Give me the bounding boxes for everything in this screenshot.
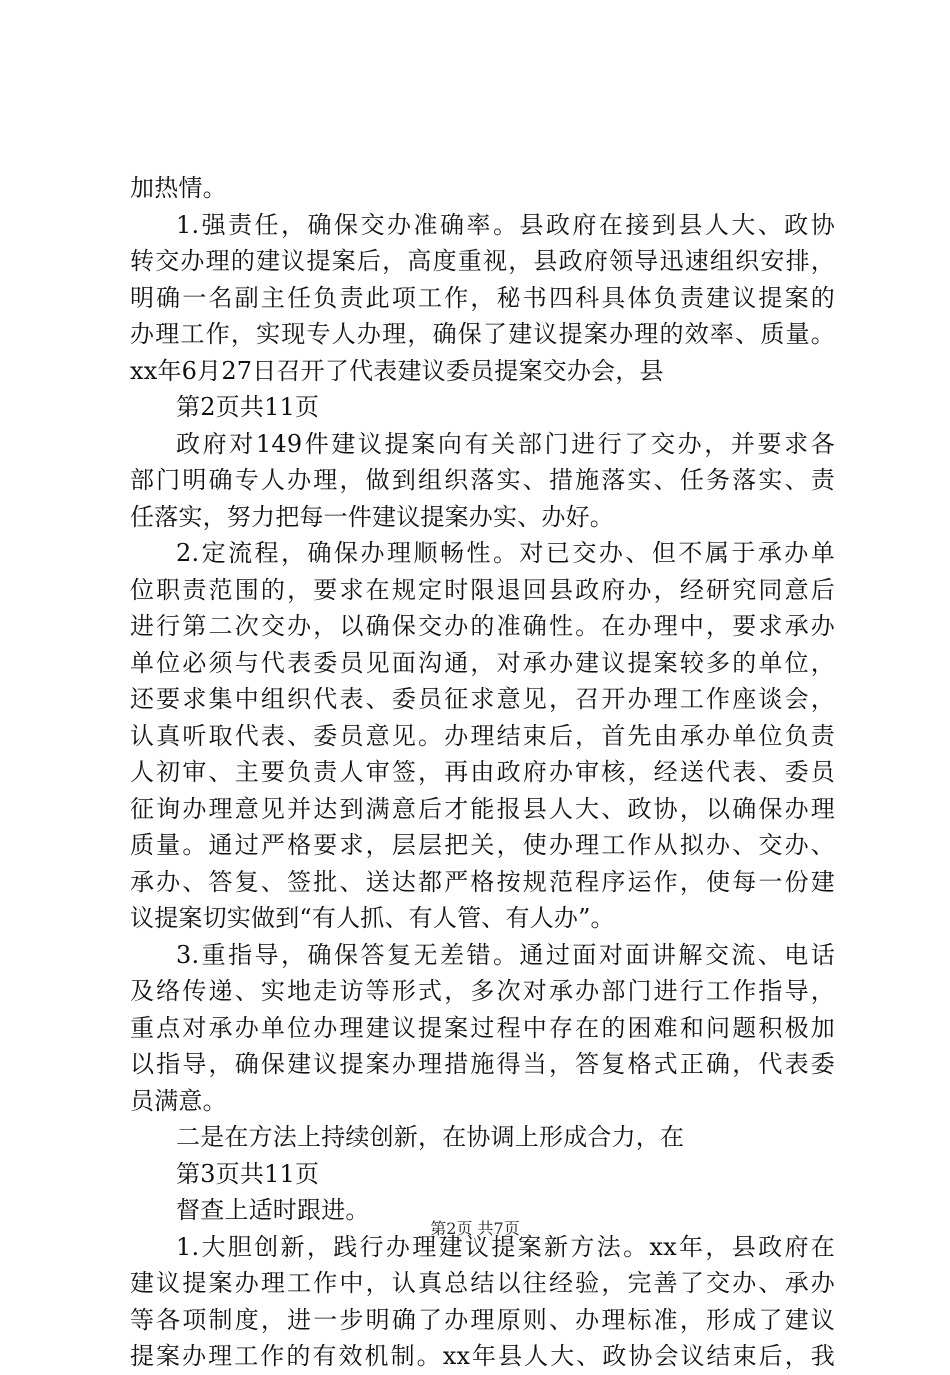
text-line: 督查上适时跟进。: [176, 1196, 370, 1224]
text-line: 2.定流程，确保办理顺畅性。对已交办、但不属于承办单: [176, 539, 835, 567]
text-line: 办理工作，实现专人办理，确保了建议提案办理的效率、质量。: [130, 320, 835, 348]
text-line: 加热情。: [130, 174, 227, 202]
text-line: 部门明确专人办理，做到组织落实、措施落实、任务落实、责: [130, 466, 835, 494]
inline-page-marker: 第3页共11页: [176, 1159, 320, 1188]
text-line: 提案办理工作的有效机制。xx年县人大、政协会议结束后，我: [130, 1342, 835, 1370]
text-line: 政府对149件建议提案向有关部门进行了交办，并要求各: [176, 429, 835, 458]
text-line: 人初审、主要负责人审签，再由政府办审核，经送代表、委员: [130, 758, 835, 786]
text-line: 承办、答复、签批、送达都严格按规范程序运作，使每一份建: [130, 867, 835, 896]
text-line: 进行第二次交办，以确保交办的准确性。在办理中，要求承办: [130, 612, 835, 640]
text-line: 3.重指导，确保答复无差错。通过面对面讲解交流、电话: [176, 940, 835, 969]
text-line: 建议提案办理工作中，认真总结以往经验，完善了交办、承办: [130, 1269, 835, 1297]
page-footer: 第2页 共7页: [430, 1219, 520, 1238]
text-line: 质量。通过严格要求，层层把关，使办理工作从拟办、交办、: [130, 831, 835, 859]
text-line: 等各项制度，进一步明确了办理原则、办理标准，形成了建议: [130, 1305, 835, 1334]
inline-page-marker: 第2页共11页: [176, 393, 320, 421]
text-line: 重点对承办单位办理建议提案过程中存在的困难和问题积极加: [130, 1013, 835, 1042]
text-line: 还要求集中组织代表、委员征求意见，召开办理工作座谈会，: [130, 685, 835, 713]
text-line: 员满意。: [130, 1086, 227, 1115]
document-body: [130, 170, 835, 1375]
text-line: 1.强责任，确保交办准确率。县政府在接到县人大、政协: [176, 210, 835, 239]
text-line: 1.大胆创新，践行办理建议提案新方法。xx年，县政府在: [176, 1232, 835, 1261]
text-line: 任落实，努力把每一件建议提案办实、办好。: [130, 502, 614, 531]
text-line: 征询办理意见并达到满意后才能报县人大、政协，以确保办理: [130, 794, 835, 823]
text-line: 单位必须与代表委员见面沟通，对承办建议提案较多的单位，: [130, 648, 835, 677]
text-line: 议提案切实做到“有人抓、有人管、有人办”。: [130, 904, 615, 932]
text-line: 二是在方法上持续创新，在协调上形成合力，在: [176, 1123, 685, 1151]
text-line: 明确一名副主任负责此项工作，秘书四科具体负责建议提案的: [130, 283, 835, 312]
text-line: 转交办理的建议提案后，高度重视，县政府领导迅速组织安排，: [130, 247, 835, 275]
text-line: 认真听取代表、委员意见。办理结束后，首先由承办单位负责: [130, 721, 835, 750]
text-line: 以指导，确保建议提案办理措施得当，答复格式正确，代表委: [130, 1050, 835, 1078]
text-line: 及络传递、实地走访等形式，多次对承办部门进行工作指导，: [130, 977, 835, 1005]
text-line: xx年6月27日召开了代表建议委员提案交办会，县: [130, 356, 664, 385]
text-line: 位职责范围的，要求在规定时限退回县政府办，经研究同意后: [130, 575, 835, 604]
